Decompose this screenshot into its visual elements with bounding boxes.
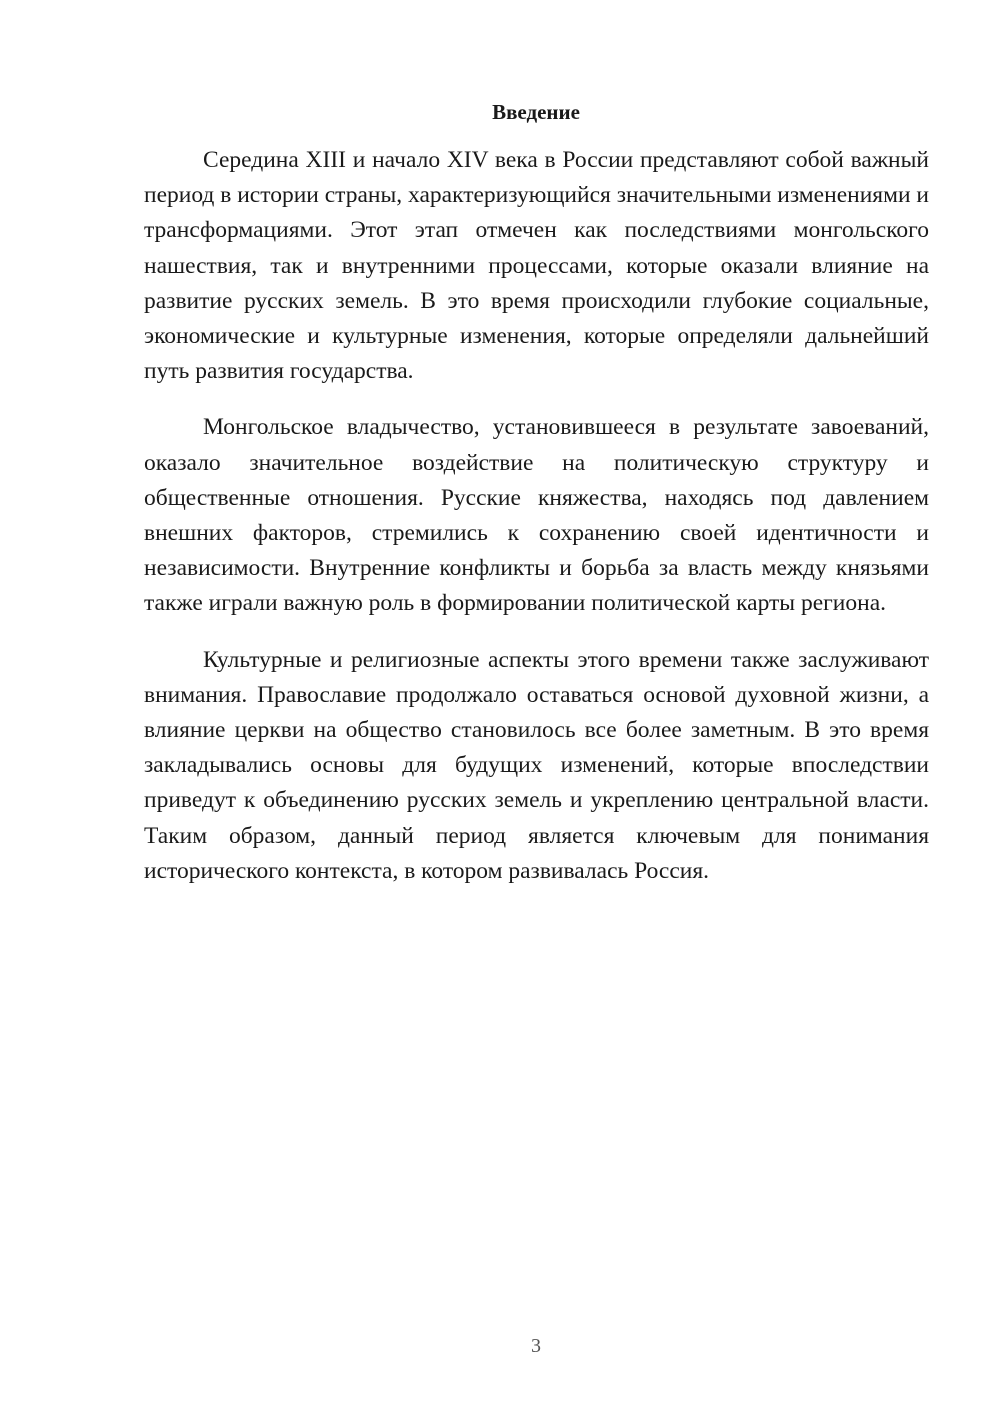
- paragraph-1: Середина XIII и начало XIV века в России представляют собой важный период в истории страны, характеризующийся значительными изменениями и трансформациями. Этот этап отмечен как последствиями монгольского нашествия, так и внутренними процессами, которые оказали влияние на развитие русских земель. В это время происходили глубокие социальные, экономические и культурные изменения, которые определяли дальнейший путь развития государства.: [144, 147, 929, 385]
- body-text: [144, 143, 929, 910]
- section-heading: Введение: [492, 100, 580, 124]
- page-number: 3: [531, 1335, 541, 1357]
- paragraph-2: Монгольское владычество, установившееся в результате завоеваний, оказало значительное воздействие на политическую структуру и общественные отношения. Русские княжества, находясь под давлением внешних факторов, стремились к сохранению своей идентичности и независимости. Внутренние конфликты и борьба за власть между князьями также играли важную роль в формировании политической карты региона.: [144, 414, 929, 617]
- paragraph-3: Культурные и религиозные аспекты этого времени также заслуживают внимания. Православие продолжало оставаться основой духовной жизни, а влияние церкви на общество становилось все более заметным. В это время закладывались основы для будущих изменений, которые впоследствии приведут к объединению русских земель и укреплению центральной власти. Таким образом, данный период является ключевым для понимания исторического контекста, в котором развивалась Россия.: [144, 646, 929, 884]
